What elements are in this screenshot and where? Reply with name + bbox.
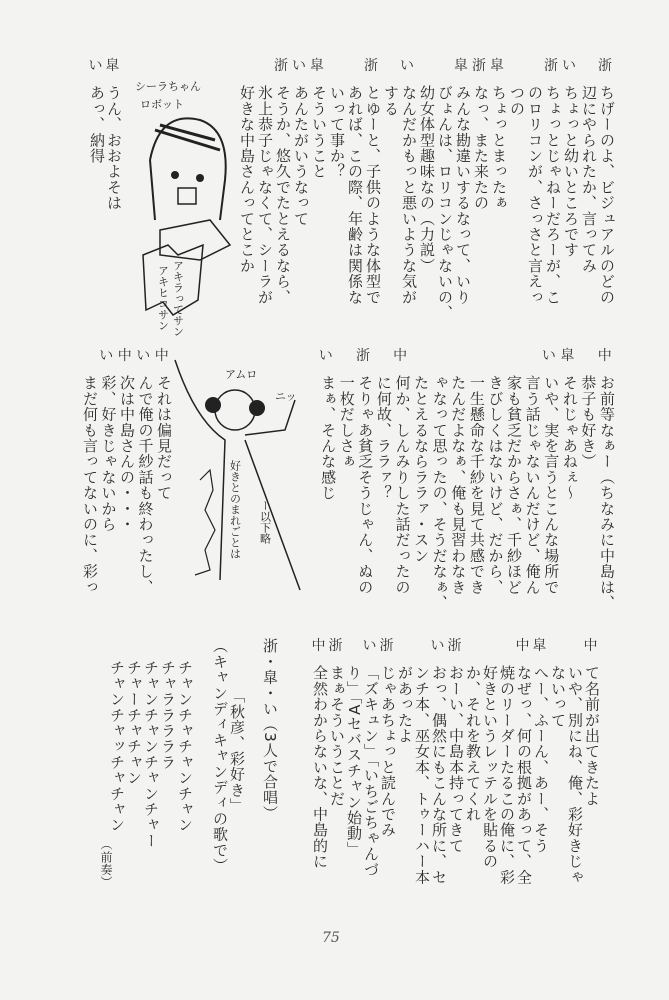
speech [378, 638, 397, 838]
dialogue-line: まぁそういうことだ [328, 665, 346, 807]
speech [236, 58, 292, 305]
dialogue-line: 次は中島さんの・・・ [118, 375, 136, 532]
dialogue-line: 幼女体型趣味なの（力説） [418, 85, 436, 274]
dialogue-line: まぁ、そんな感じ [319, 375, 338, 501]
speech [308, 58, 328, 180]
speech [409, 348, 561, 611]
doodle-sheila-sub: ロボット [140, 98, 184, 111]
dialogue-line: うん、おおよそは [105, 85, 123, 211]
dialogue-line: 恭子も好き） [579, 375, 598, 470]
dialogue-line: きびしくはないけど、だから、 [486, 375, 505, 595]
dialogue-line: があったよ [396, 665, 414, 744]
chorus-block [107, 638, 277, 874]
dialogue-line: 好きというレッテルを貼るの [481, 665, 499, 870]
dialogue-line: あっ、納得 [88, 85, 106, 164]
dialogue-line: そうか、悠久でたとえるなら、 [274, 85, 292, 305]
dialogue-line: ちょっとじゃねーだろーが、こ [544, 85, 562, 305]
dialogue-line: それじゃあねぇ〜 [560, 375, 579, 501]
bubble-line: アキラってサン [171, 260, 185, 337]
speech [416, 58, 472, 321]
speech [488, 58, 508, 211]
dialogue-line: それは偏見だって [155, 375, 173, 501]
dialogue-line: 氷上恭子じゃなくて、シーラが [256, 85, 274, 305]
speech [317, 348, 338, 501]
speech [327, 638, 346, 807]
dialogue-line: ンチ本、巫女本、トゥーハー本 [413, 665, 431, 885]
dialogue-line: ないって [549, 665, 567, 728]
speech [380, 58, 418, 305]
dialogue-line: ちょっとまったぁ [490, 85, 508, 211]
chorus-line: チャラララララ [159, 660, 177, 770]
speaker-label: 皐 [454, 58, 468, 74]
dialogue-line: に何故、ララァ？ [374, 375, 393, 501]
dialogue-line: びょんは、ロリコンじゃないの、 [436, 85, 454, 321]
doodle-sheila-name: シーラちゃん [135, 80, 201, 93]
speech-bubble-doodle [138, 240, 208, 337]
speaker-label: 中 [583, 638, 598, 654]
speaker-label: 浙 [328, 638, 343, 654]
speaker-label: い [136, 348, 151, 364]
dialogue-line: あんたがいうなって [292, 85, 310, 227]
speech [335, 348, 375, 595]
speaker-label: 中 [393, 348, 408, 364]
speaker-label: 皐 [490, 58, 504, 74]
doodle-aside-line: 好きとのまれごとは [228, 460, 242, 559]
dialogue-line: いや、実を言うとこんな場所で [542, 375, 561, 595]
dialogue-middle-left [79, 348, 173, 595]
speech [104, 58, 123, 211]
speaker-label: 中 [311, 638, 326, 654]
speech [395, 638, 448, 885]
speech [134, 348, 155, 595]
dialogue-line: おーい、中島本持ってきて [447, 665, 465, 854]
dialogue-line: ゃなって思ったの、そうだなぁ、 [430, 375, 449, 611]
speaker-label: い [88, 58, 103, 74]
chorus-header: 浙・皐・い（3人で合唱） [261, 638, 279, 821]
speaker-label: 浙 [355, 348, 370, 364]
speech [506, 58, 562, 305]
doodle-aside-line: ー以下略 [258, 500, 272, 544]
dialogue-line: おっ、偶然にもこんな所に、セ [430, 665, 448, 885]
speech [578, 58, 616, 305]
speech [560, 58, 580, 258]
chorus-line: チャンチャチャンチャン [176, 660, 194, 833]
dialogue-line: なっ、また来たの [472, 85, 490, 211]
dialogue-line: 好きな中島さんってとこか [238, 85, 256, 274]
dialogue-line: て名前が出てきたよ [583, 665, 601, 807]
dialogue-line: みんな勘違いするなって、いり [454, 85, 472, 305]
speech [463, 638, 533, 885]
speech [531, 638, 550, 854]
speaker-label: い [562, 58, 576, 74]
speaker-label: 中 [117, 348, 132, 364]
dialogue-line: じゃあちょっと読んでみ [379, 665, 397, 838]
dialogue-line: 家も貧乏だからさぁ、千紗ほど [505, 375, 524, 595]
dialogue-line: んで俺の千紗話も終わったし、 [136, 375, 155, 595]
dialogue-line: なんだかもっと悪いような気が [400, 85, 418, 305]
dialogue-line: ちょっと幼いところです [562, 85, 580, 258]
dialogue-line: 一生懸命な千紗を見て共感でき [467, 375, 486, 595]
chorus-line: チャーチャチャン [125, 660, 143, 786]
dialogue-line: お前等なぁー（ちなみに中島は、 [598, 375, 616, 611]
speaker-label: 皐 [310, 58, 324, 74]
dialogue-line: か、それを教えてくれ [464, 665, 482, 822]
chorus-line: チャンチャンチャンチャー [142, 660, 160, 849]
speech [153, 348, 173, 501]
speech [290, 58, 310, 227]
page-number: 75 [322, 930, 340, 946]
dialogue-line: へー、ふーん、あー、そう [532, 665, 550, 854]
speaker-label: い [400, 58, 414, 74]
speaker-label: い [292, 58, 306, 74]
speech [79, 348, 118, 595]
speaker-label: い [430, 638, 445, 654]
chorus-intro: （前奏） [99, 838, 113, 889]
dialogue-line: たとえるならララァ・スン [412, 375, 431, 564]
dialogue-line: する [382, 85, 400, 117]
chorus-line: チャンチャッチャチャン [108, 660, 126, 833]
dialogue-line: いって事か？ [328, 85, 346, 180]
dialogue-line: 彩、好きじゃないから [99, 375, 118, 532]
speech [310, 638, 329, 870]
speaker-label: 浙 [598, 58, 612, 74]
speaker-label: 浙 [364, 58, 378, 74]
speaker-label: 中 [515, 638, 530, 654]
speech [470, 58, 490, 211]
speech [577, 348, 616, 611]
doodle-amuro-shout: アムロ [225, 368, 258, 381]
dialogue-middle-right [317, 348, 616, 611]
speaker-label: 浙 [447, 638, 462, 654]
dialogue-line: あれば、この際、年齢は関係な [346, 85, 364, 305]
dialogue-line: 言う話じゃないんだけど、俺ん [523, 375, 542, 595]
dialogue-line: のロリコンが、さっさと言えっ [526, 85, 544, 305]
speech [326, 58, 382, 305]
dialogue-line: 「ズキュン」「いちごちゃんづ [362, 665, 380, 878]
dialogue-top-left [87, 58, 123, 211]
dialogue-bottom-right [310, 638, 601, 885]
amuro-doodle [175, 360, 310, 590]
dialogue-line: なぜっ、何の根拠があって、全 [515, 665, 533, 885]
speaker-label: 皐 [560, 348, 575, 364]
doodle-amuro-laugh: ニッ [275, 390, 297, 403]
dialogue-line: 一枚だしさぁ [337, 375, 356, 470]
speech [372, 348, 412, 595]
dialogue-line: ちげーのよ、ビジュアルのどの [598, 85, 616, 305]
dialogue-top-right [236, 58, 616, 321]
speaker-label: 浙 [379, 638, 394, 654]
speaker-label: 中 [154, 348, 169, 364]
dialogue-line: そういうこと [310, 85, 328, 180]
speaker-label: い [541, 348, 556, 364]
speech [87, 58, 106, 164]
speaker-label: い [362, 638, 377, 654]
dialogue-line: 辺にやられたか、言ってみ [580, 85, 598, 274]
chorus-song-title: 「秋彦、彩好き」 [228, 688, 246, 814]
dialogue-line: 全然わからないな、中島的に [311, 665, 329, 870]
dialogue-line: たんだよなぁ、俺も見習わなき [449, 375, 468, 595]
speaker-label: 浙 [544, 58, 558, 74]
speaker-label: 皐 [532, 638, 547, 654]
speaker-label: 皐 [105, 58, 120, 74]
speaker-label: い [318, 348, 333, 364]
speaker-label: い [99, 348, 114, 364]
speaker-label: 浙 [472, 58, 486, 74]
dialogue-line: 何か、しんみりした話だったの [393, 375, 412, 595]
speech [446, 638, 465, 854]
speaker-label: 中 [597, 348, 612, 364]
dialogue-line: いや、別にね、俺、彩好きじゃ [566, 665, 584, 885]
dialogue-line: つの [508, 85, 526, 117]
speech [558, 348, 579, 501]
dialogue-line: そりゃあ貧乏そうじゃん、ぬの [356, 375, 375, 595]
speech [548, 638, 601, 885]
chorus-note: （キャンディキャンディの歌で） [211, 638, 229, 874]
dialogue-line: まだ何も言ってないのに、彩っ [81, 375, 99, 595]
dialogue-line: 焼のリーダーたるこの俺に、彩 [498, 665, 516, 885]
speech [344, 638, 380, 878]
speaker-label: 浙 [274, 58, 288, 74]
bubble-line: アキヒコサン [156, 265, 170, 331]
dialogue-line: り」「∀セバスチャン始動」 [345, 665, 363, 857]
speech [116, 348, 136, 532]
dialogue-line: とゆーと、子供のような体型で [364, 85, 382, 305]
